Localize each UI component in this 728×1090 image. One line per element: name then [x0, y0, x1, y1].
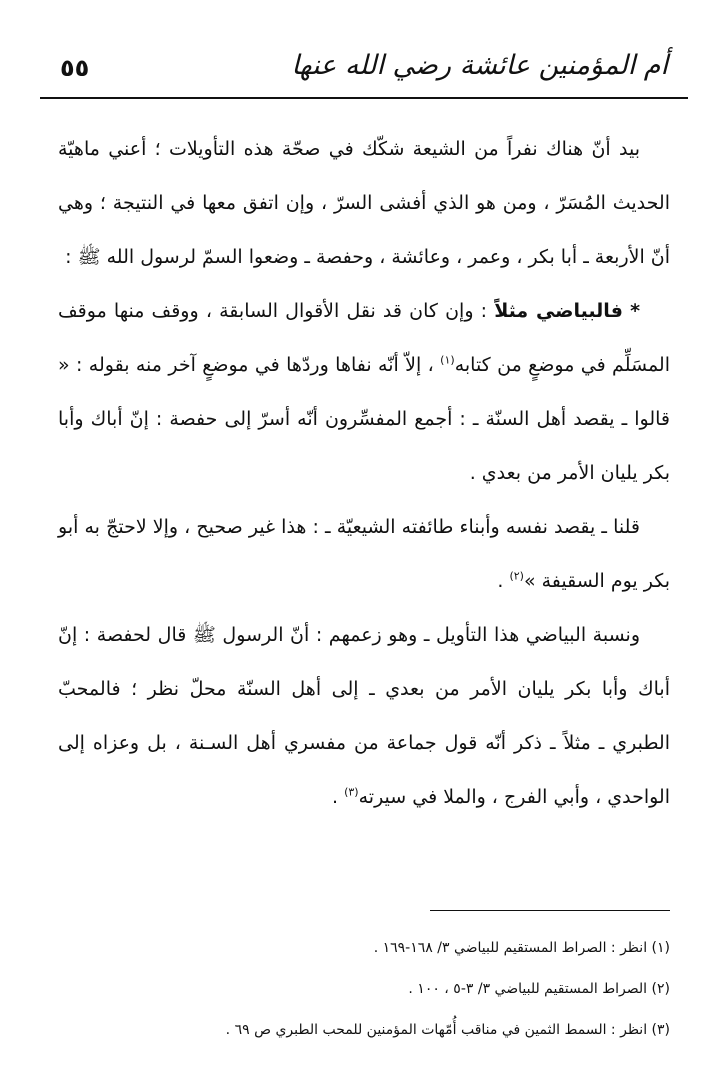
footnote-2: (٢) الصراط المستقيم للبياضي ٣/ ٣-٥ ، ١٠٠ . [408, 981, 670, 997]
page-number: ٥٥ [60, 54, 90, 82]
footnote-ref-3: (٣) [344, 785, 359, 799]
paragraph-1-text: بيد أنّ هناك نفراً من الشيعة شكّك في صحّة هذه التأويلات ؛ أعني ماهيّة الحديث المُسَرّ ، ومن هو الذي أفشى السرّ ، وإن اتفق معها في النتيجة ؛ وهي أنّ الأربعة ـ أبا بكر ، وعمر ، وعائشة ، وحفصة ـ وضعوا السمّ لرسول الله ﷺ : [58, 138, 670, 268]
paragraph-4-text-a: ونسبة البياضي هذا التأويل ـ وهو زعمهم : أنّ الرسول ﷺ قال لحفصة : إنّ أباك وأبا بكر يليان الأمر من بعدي ـ إلى أهل السنّة محلّ نظر ؛ فالمحبّ الطبري ـ مثلاً ـ ذكر أنّه قول جماعة من مفسري أهل السـنة ، بل وعزاه إلى الواحدي ، وأبي الفرج ، والملا في سيرته [58, 624, 670, 808]
footnote-1: (١) انظر : الصراط المستقيم للبياضي ٣/ ١٦٨-١٦٩ . [373, 940, 670, 956]
paragraph-2-text-b: ، إلاّ أنّه نفاها وردّها في موضعٍ آخر منه بقوله : « قالوا ـ يقصد أهل السنّة ـ : أجمع المفسِّرون أنّه أسرّ إلى حفصة : إنّ أباك وأبا بكر يليان الأمر من بعدي . [58, 354, 670, 484]
paragraph-3-text-a: قلنا ـ يقصد نفسه وأبناء طائفته الشيعيّة ـ : هذا غير صحيح ، وإلا لاحتجّ به أبو بكر يوم السقيفة » [58, 516, 670, 592]
paragraph-3-text-b: . [497, 570, 510, 592]
bullet-marker: * [630, 300, 640, 322]
paragraph-2-text-a: : وإن كان قد نقل الأقوال السابقة ، ووقف منها موقف المسَلِّم في موضعٍ من كتابه [58, 300, 670, 376]
paragraph-2 [58, 284, 670, 500]
paragraph-2-lead: فالبياضي مثلاً [494, 300, 623, 322]
paragraph-4-text-b: . [331, 786, 345, 808]
page-header [40, 40, 688, 96]
paragraph-3 [58, 500, 670, 608]
main-text [58, 122, 670, 824]
footnote-ref-2: (٢) [509, 569, 524, 583]
header-divider [40, 97, 688, 99]
footnote-3: (٣) انظر : السمط الثمين في مناقب أُمّهات المؤمنين للمحب الطبري ص ٦٩ . [225, 1022, 670, 1038]
paragraph-1 [58, 122, 670, 284]
footnotes [58, 928, 670, 1051]
footnote-divider [430, 910, 670, 911]
paragraph-4 [58, 608, 670, 824]
running-title: أم المؤمنين عائشة رضي الله عنها [291, 50, 668, 81]
footnote-ref-1: (١) [440, 353, 455, 367]
